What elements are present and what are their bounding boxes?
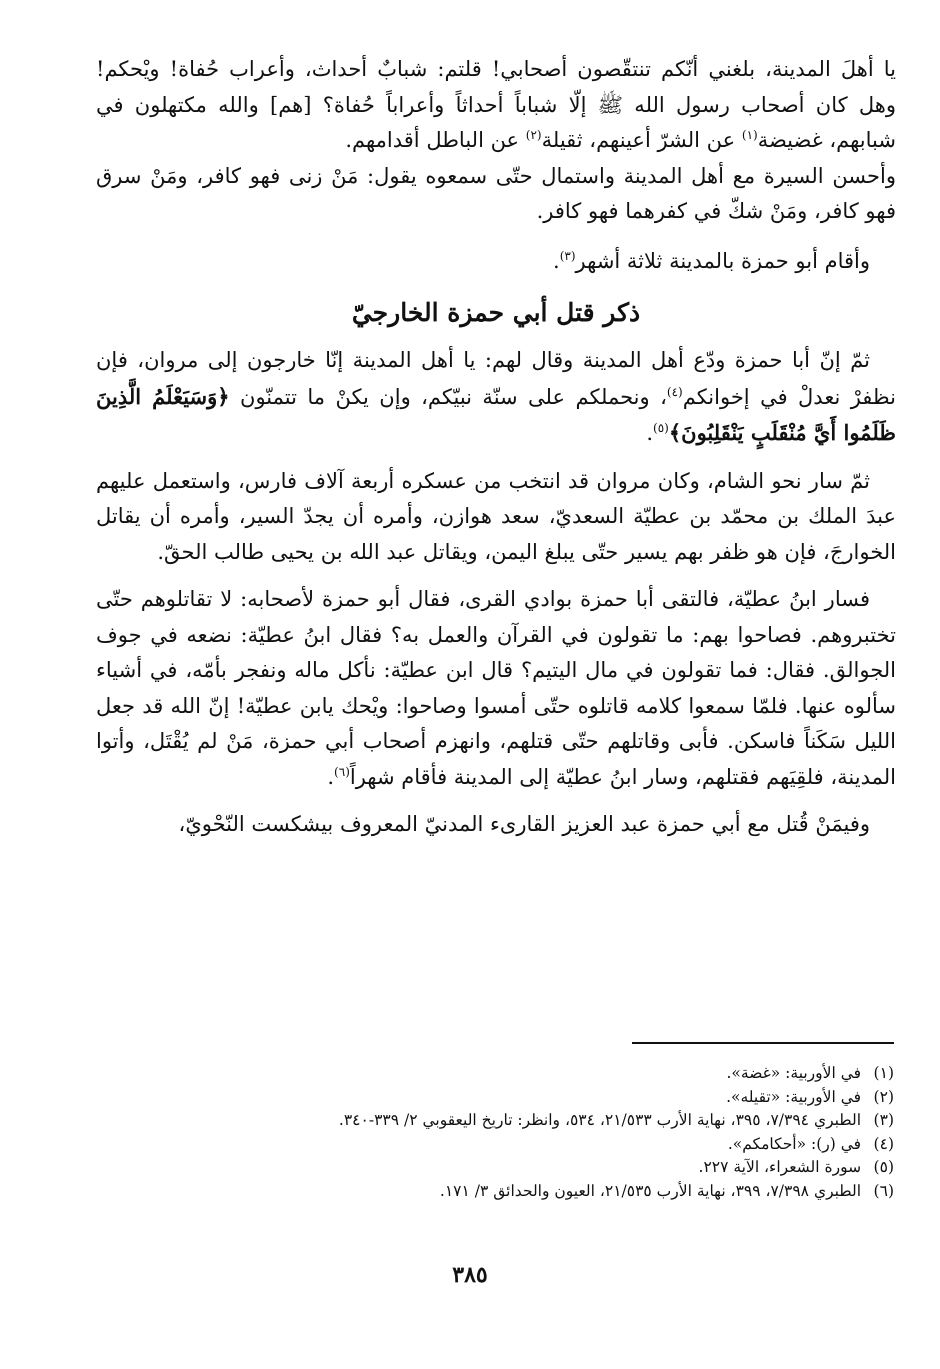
footnote-number: (٤) bbox=[873, 1134, 894, 1153]
paragraph-4-text: ثمّ إنّ أبا حمزة ودّع أهل المدينة وقال لهم: يا أهل المدينة إنّا خارجون إلى مروان، فإن نظفرْ نعدلْ في إخوانكم bbox=[96, 348, 896, 409]
footnote-number: (٢) bbox=[873, 1087, 894, 1106]
paragraph-3 bbox=[96, 244, 896, 280]
footnote-ref-5[interactable]: (٥) bbox=[653, 421, 669, 435]
footnote-2 bbox=[94, 1086, 894, 1110]
paragraph-1-text-b: عن الشرّ أعينهم، ثقيلة bbox=[541, 128, 742, 152]
paragraph-3-end: . bbox=[553, 248, 560, 273]
footnote-number: (٣) bbox=[873, 1111, 894, 1130]
footnote-text: سورة الشعراء، الآية ٢٢٧. bbox=[698, 1158, 862, 1177]
paragraph-1 bbox=[96, 52, 896, 159]
footnote-separator bbox=[632, 1042, 894, 1044]
footnote-text: في الأوربية: «غضة». bbox=[726, 1064, 862, 1082]
footnote-6 bbox=[94, 1180, 894, 1204]
footnote-ref-3[interactable]: (٣) bbox=[559, 248, 576, 263]
paragraph-3-text: وأقام أبو حمزة بالمدينة ثلاثة أشهر bbox=[575, 248, 870, 273]
footnote-text: الطبري ٧/٣٩٤، ٣٩٥، نهاية الأرب ٢١/٥٣٣، ٥٣٤، وانظر: تاريخ اليعقوبي ٢/ ٣٣٩-٣٤٠. bbox=[338, 1111, 862, 1130]
footnote-ref-4[interactable]: (٤) bbox=[666, 384, 683, 399]
footnote-text: الطبري ٧/٣٩٨، ٣٩٩، نهاية الأرب ٢١/٥٣٥، العيون والحدائق ٣/ ١٧١. bbox=[439, 1181, 862, 1200]
footnote-ref-6[interactable]: (٦) bbox=[334, 764, 350, 779]
paragraph-6-text: فسار ابنُ عطيّة، فالتقى أبا حمزة بوادي القرى، فقال أبو حمزة لأصحابه: لا تقاتلوهم حتّى تختبروهم. فصاحوا بهم: ما تقولون في القرآن والعمل به؟ فقال ابنُ عطيّة: نضعه في جوف الجوالق. فقال: فما تقولون في مال اليتيم؟ قال ابن عطيّة: نأكل ماله ونفجر بأمّه، في أشياء سألوه عنها. فلمّا سمعوا كلامه قاتلوه حتّى أمسوا وصاحوا: ويْحك يابن عطيّة! إنّ الله قد جعل الليل سَكَناً فاسكن. فأبى وقاتلهم حتّى قتلهم، وانهزم أصحاب أبي حمزة، مَنْ لم يُقْتَل، وأتوا المدينة، فلقِيَهم فقتلهم، وسار ابنُ عطيّة إلى المدينة فأقام شهراً bbox=[96, 587, 896, 789]
paragraph-6-end: . bbox=[327, 764, 335, 789]
paragraph-4-end: . bbox=[646, 421, 654, 445]
paragraph-1-text: يا أهلَ المدينة، بلغني أنّكم تنتقّصون أصحابي! قلتم: شبابٌ أحداث، وأعراب حُفاة! ويْحكم! وهل كان أصحاب رسول الله ﷺ إلّا شباباً أحداثاً وأعراباً حُفاة؟ [هم] والله مكتهلون في شبابهم، غضيضة bbox=[96, 57, 896, 152]
footnotes bbox=[94, 1062, 894, 1204]
footnote-4 bbox=[94, 1133, 894, 1157]
quran-verse: ﴿وَسَيَعْلَمُ الَّذِينَ ظَلَمُوا أَيَّ مُنْقَلَبٍ يَنْقَلِبُونَ﴾ bbox=[96, 383, 896, 445]
footnote-3 bbox=[94, 1109, 894, 1133]
paragraph-5: ثمّ سار نحو الشام، وكان مروان قد انتخب من عسكره أربعة آلاف فارس، واستعمل عليهم عبدَ الملك بن محمّد بن عطيّة السعديّ، سعد هوازن، وأمره أن يجدّ السير، وأمره أن يقاتل الخوارجَ، فإن هو ظفر بهم يسير حتّى يبلغ اليمن، ويقاتل عبد الله بن يحيى طالب الحقّ. bbox=[96, 468, 896, 564]
footnote-number: (١) bbox=[873, 1064, 894, 1082]
footnote-text: في الأوربية: «تقيله». bbox=[726, 1087, 862, 1106]
footnote-number: (٥) bbox=[873, 1158, 894, 1177]
footnote-5 bbox=[94, 1156, 894, 1180]
main-text bbox=[96, 52, 896, 843]
footnote-text: في (ر): «أحكامكم». bbox=[727, 1134, 862, 1153]
footnote-number: (٦) bbox=[873, 1181, 894, 1200]
footnote-ref-2[interactable]: (٢) bbox=[525, 128, 542, 142]
footnote-ref-1[interactable]: (١) bbox=[741, 128, 758, 142]
paragraph-4 bbox=[96, 343, 896, 452]
footnote-1 bbox=[94, 1062, 894, 1086]
paragraph-2: وأحسن السيرة مع أهل المدينة واستمال حتّى سمعوه يقول: مَنْ زنى فهو كافر، ومَنْ سرق فهو كافر، ومَنْ شكّ في كفرهما فهو كافر. bbox=[96, 163, 896, 223]
paragraph-7: وفيمَنْ قُتل مع أبي حمزة عبد العزيز القارىء المدنيّ المعروف بيشكست النّحْويّ، bbox=[178, 812, 870, 836]
paragraph-6 bbox=[96, 582, 896, 795]
footnote-rule bbox=[632, 1042, 894, 1044]
section-heading: ذكر قتل أبي حمزة الخارجيّ bbox=[351, 298, 641, 327]
page-number: ٣٨٥ bbox=[452, 1262, 488, 1288]
paragraph-4-text-b: ، ونحملكم على سنّة نبيّكم، وإن يكنْ ما تتمنّون bbox=[229, 384, 667, 409]
paragraph-1-text-c: عن الباطل أقدامهم. bbox=[345, 128, 526, 152]
